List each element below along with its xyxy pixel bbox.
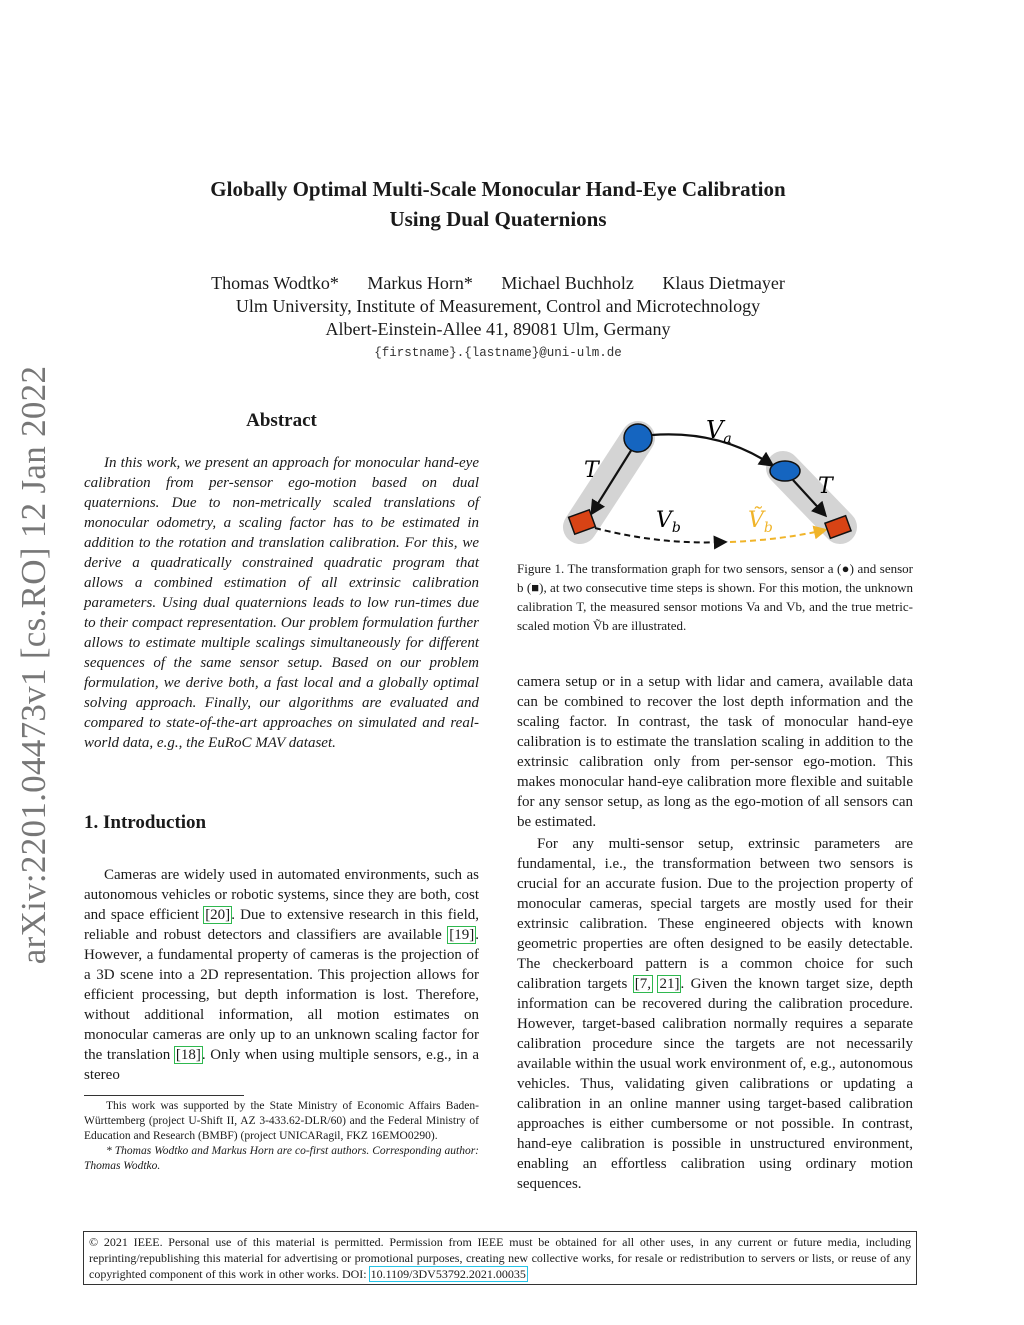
- intro-text: . Only when using multiple sensors, e.g., in a stereo: [84, 1047, 479, 1083]
- figure-caption: Figure 1. The transformation graph for two sensors, sensor a (●) and sensor b (■), at two consecutive time steps is shown. For this motion, the unknown calibration T, the measured sensor motions Va and Vb, and the true metric-scaled motion Ṽb are illustrated.: [517, 561, 913, 633]
- citation-link[interactable]: [18]: [175, 1047, 201, 1063]
- label-vb: $V_b$: [656, 508, 681, 536]
- title-line-1: Globally Optimal Multi-Scale Monocular Hand-Eye Calibration: [210, 177, 786, 201]
- author-email: {firstname}.{lastname}@uni-ulm.de: [374, 346, 622, 360]
- author-name: Thomas Wodtko*: [211, 273, 339, 293]
- intro-paragraph: [84, 865, 479, 1085]
- section-heading-introduction: 1. Introduction: [84, 812, 207, 833]
- intro-text: For any multi-sensor setup, extrinsic parameters are fundamental, i.e., the transformation between two sensors is crucial for an accurate fusion. Due to the projection property of monocular cameras, special targets are mostly used for their extrinsic calibration. These engineered objects with known geometric properties are often designed to be easily detectable. The checkerboard pattern is a common choice for such calibration targets: [517, 836, 913, 992]
- footnote-authors: * Thomas Wodtko and Markus Horn are co-first authors. Corresponding author: Thomas Wodtko.: [84, 1145, 479, 1172]
- transformation-graph-figure: [540, 405, 880, 555]
- address: Albert-Einstein-Allee 41, 89081 Ulm, Germany: [325, 319, 671, 339]
- label-t-right: T: [818, 474, 833, 499]
- author-name: Michael Buchholz: [501, 273, 634, 293]
- intro-text: . However, a fundamental property of cameras is the projection of a 3D scene into a 2D representation. This projection allows for efficient processing, but depth information is lost. Therefore, without additional information, all motion estimates on monocular cameras are only up to an unknown scaling factor for the translation: [84, 927, 479, 1063]
- intro-text: . Given the known target size, depth information can be recovered during the calibration procedure. However, target-based calibration normally requires a separate calibration procedure since the targets are not necessarily available within the usual work environment of, e.g., autonomous vehicles. Thus, validating given calibrations or updating a calibration in an online manner using target-based calibration approaches is either cumbersome or not possible. In contrast, hand-eye calibration is possible in unstructured environment, enabling an effortless calibration using ordinary motion sequences.: [517, 976, 913, 1192]
- true-motion-arrow: [730, 530, 825, 542]
- copyright-notice: [83, 1231, 917, 1285]
- arxiv-id: arXiv:2201.04473v1 [cs.RO] 12 Jan 2022: [14, 365, 53, 965]
- abstract-heading: Abstract: [246, 410, 317, 431]
- label-t-left: T: [584, 458, 599, 483]
- doi-link[interactable]: 10.1109/3DV53792.2021.00035: [370, 1267, 526, 1281]
- author-names: [100, 272, 896, 295]
- paper-title: [100, 174, 896, 234]
- title-line-2: Using Dual Quaternions: [389, 207, 607, 231]
- label-va: $V_a$: [706, 416, 732, 447]
- citation-link[interactable]: [20]: [205, 907, 231, 923]
- footnote-divider: [84, 1095, 244, 1096]
- affiliation: Ulm University, Institute of Measurement, Control and Microtechnology: [235, 296, 761, 316]
- citation-link[interactable]: [19]: [449, 927, 475, 943]
- intro-text: . Due to extensive research in this field, reliable and robust detectors and classifiers are available: [84, 907, 479, 943]
- copyright-text: © 2021 IEEE. Personal use of this material is permitted. Permission from IEEE must be obtained for all other uses, in any current or future media, including reprinting/republishing this material for advertising or promotional purposes, creating new collective works, for resale or redistribution to servers or lists, or reuse of any copyrighted component of this work in other works. DOI:: [89, 1235, 911, 1281]
- author-name: Markus Horn*: [367, 273, 473, 293]
- footnote-funding: This work was supported by the State Ministry of Economic Affairs Baden-Württemberg (project U-Shift II, AZ 3-433.62-DLR/60) and the Federal Ministry of Education and Research (BMBF) (project UNICARagil, FKZ 16EMO0290).: [84, 1100, 479, 1142]
- abstract-text: In this work, we present an approach for monocular hand-eye calibration from per-sensor ego-motion based on dual quaternions. Due to non-metrically scaled translations of monocular odometry, a scaling factor has to be estimated in addition to the rotation and translation calibration. For this, we derive a quadratically constrained quadratic program that allows a combined estimation of all extrinsic calibration parameters. Using dual quaternions leads to low run-times due to their compact representation. Our problem formulation further allows to estimate multiple scalings simultaneously for different sequences of the same sensor setup. Based on our problem formulation, we derive both, a fast local and a globally optimal solving approach. Finally, our algorithms are evaluated and compared to state-of-the-art approaches on simulated and real-world data, e.g., the EuRoC MAV dataset.: [84, 455, 479, 751]
- arxiv-sidebar: [4, 365, 64, 965]
- author-block: [100, 272, 896, 341]
- label-vtilde: Ṽ$_b$: [748, 508, 773, 536]
- intro-paragraph-continued: camera setup or in a setup with lidar and camera, available data can be combined to recover the lost depth information and the scaling factor. In contrast, the task of monocular hand-eye calibration is to estimate the translation scaling in addition to the extrinsic calibration only from per-sensor ego-motion. This makes monocular hand-eye calibration more flexible and suitable for any sensor setup, as long as the ego-motion of all sensors can be estimated.: [517, 674, 913, 830]
- citation-link[interactable]: 21]: [659, 976, 680, 992]
- footnotes: [84, 1099, 479, 1174]
- sensor-a-node-t0: [624, 424, 652, 452]
- intro-text: Cameras are widely used in automated environments, such as autonomous vehicles or robotic systems, since they are both, cost and space efficient: [84, 867, 479, 923]
- citation-link[interactable]: [7,: [634, 976, 651, 992]
- author-name: Klaus Dietmayer: [662, 273, 785, 293]
- intro-paragraph-extrinsics: [517, 834, 913, 1194]
- sensor-a-node-t1: [770, 461, 800, 481]
